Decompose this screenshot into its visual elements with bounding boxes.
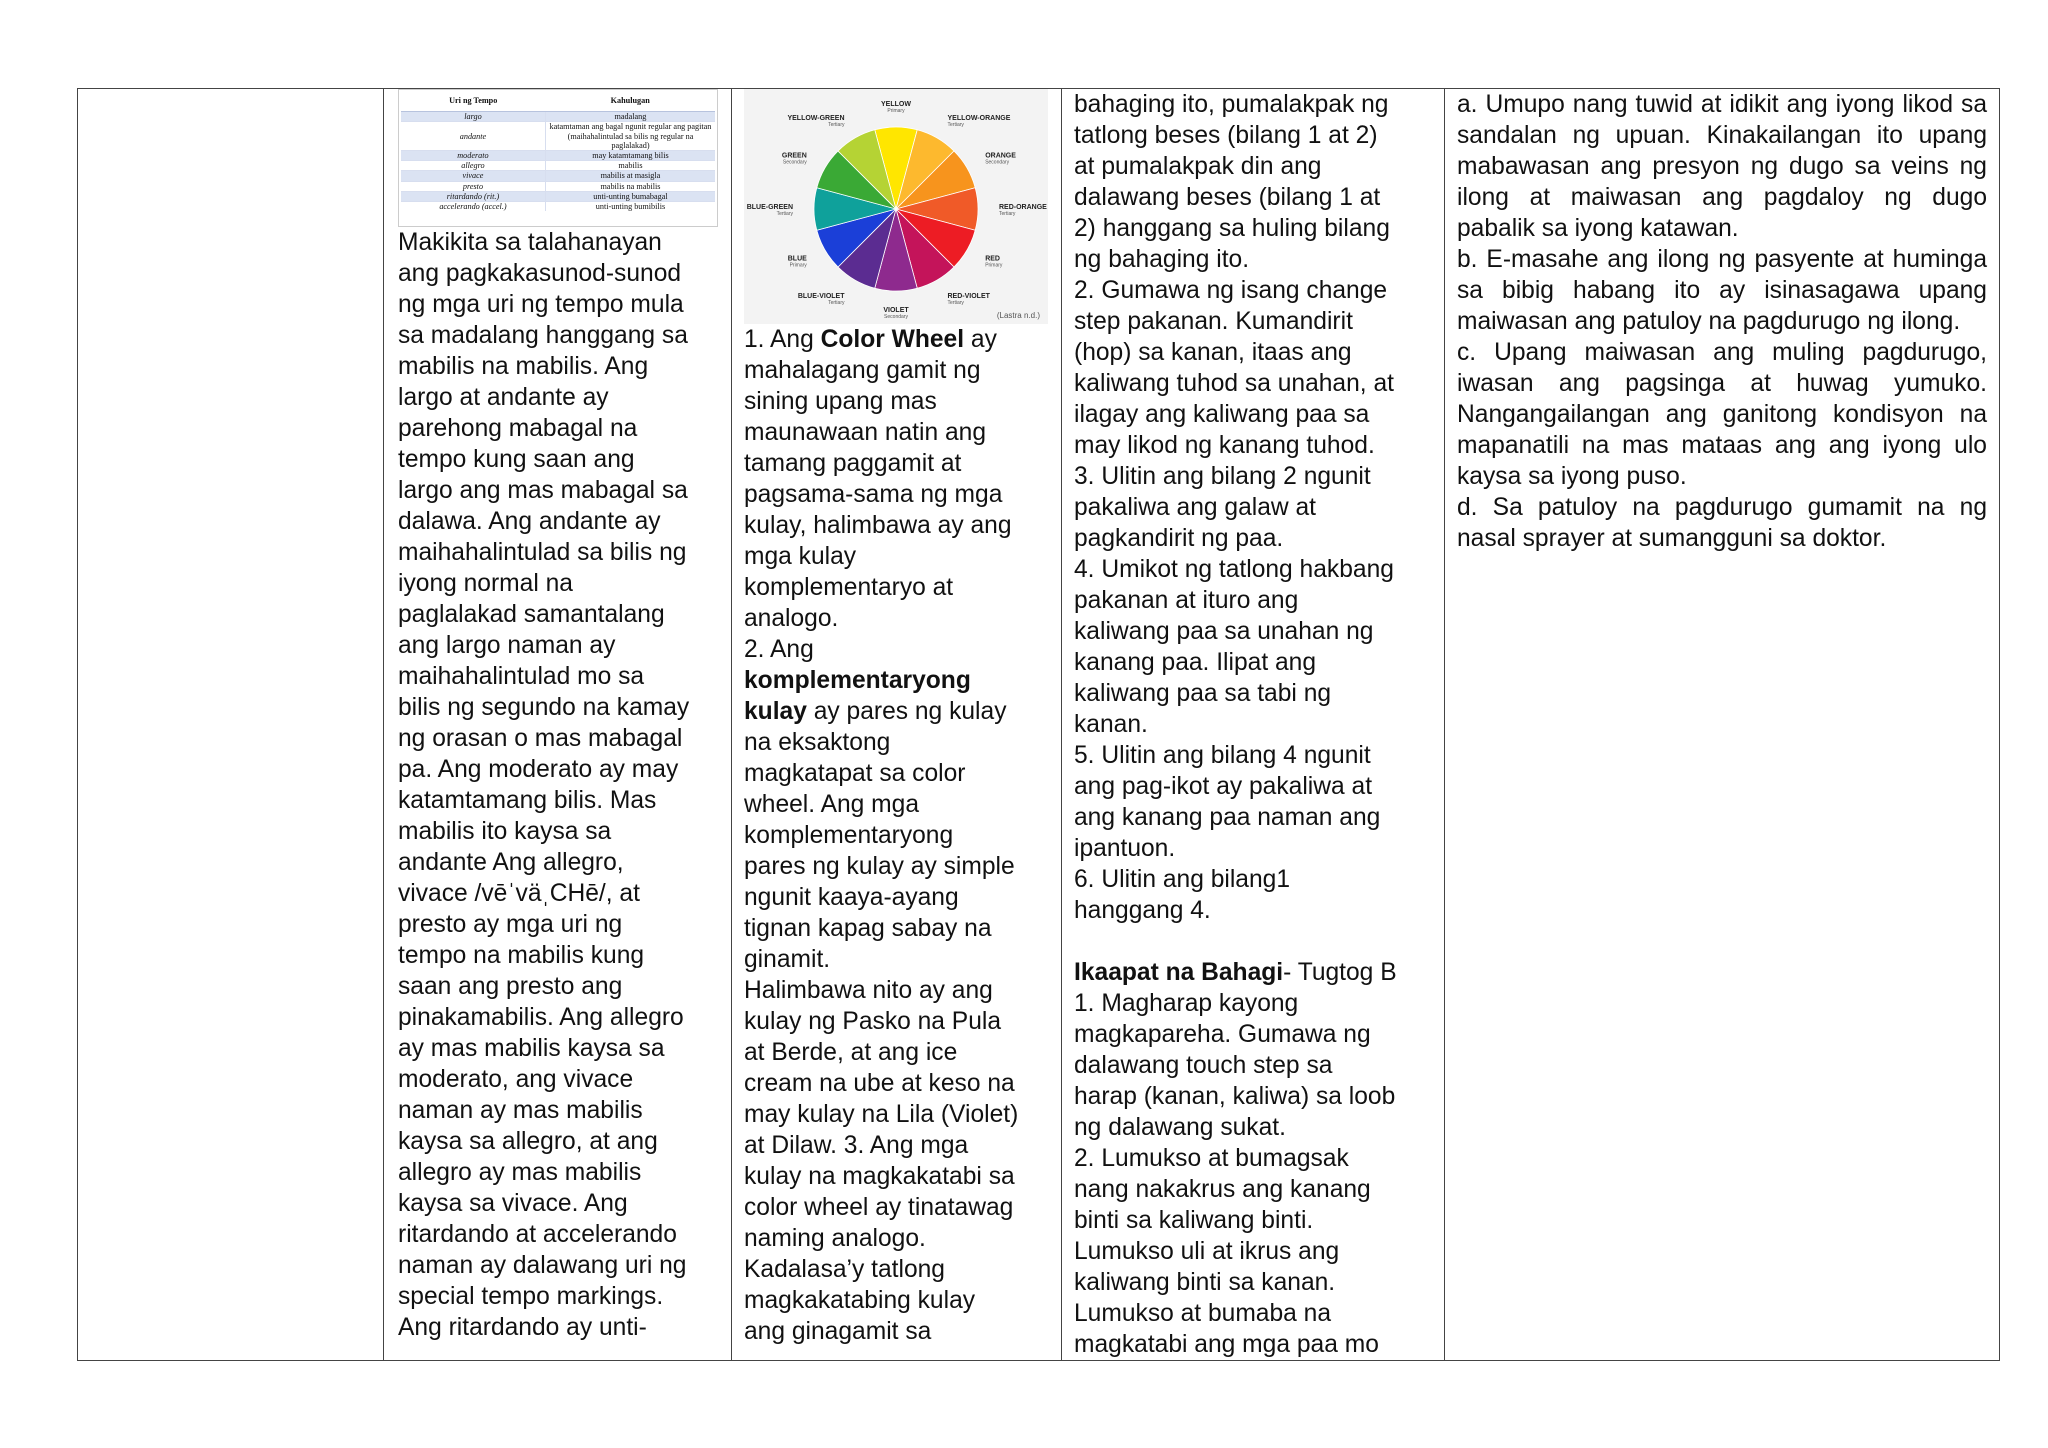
table-row <box>401 181 715 191</box>
wheel-label: BLUE-GREEN <box>746 204 793 211</box>
wheel-sublabel: Tertiary <box>828 300 845 307</box>
table-row <box>401 112 715 122</box>
wheel-label: YELLOW-GREEN <box>787 114 845 122</box>
tempo-term: accelerando (accel.) <box>401 202 545 212</box>
tempo-meaning: unti-unting bumabagal <box>545 191 715 201</box>
text-run: ay mahalagang gamit ng sining upang mas maunawaan natin ang tamang paggamit at pagsama-sama ng mga kulay, halimbawa ay ang mga kulay komplementaryo at analogo. 2. Ang <box>744 326 1012 663</box>
tempo-table-image <box>398 89 718 227</box>
wheel-sublabel: Secondary <box>782 159 807 166</box>
wheel-label: RED-VIOLET <box>947 293 990 301</box>
table-row <box>401 191 715 201</box>
table-row <box>401 202 715 212</box>
wheel-label: YELLOW-ORANGE <box>947 114 1011 122</box>
tempo-table <box>401 92 715 211</box>
wheel-sublabel: Tertiary <box>947 300 964 307</box>
tempo-term: andante <box>401 122 545 151</box>
list-item: c. Upang maiwasan ang muling pagdurugo, iwasan ang pagsinga at huwag yumuko. Nangangailangan ang ganitong kondisyon na mapanatili na mas mataas ang ang iyong ulo kaysa sa iyong puso. <box>1457 339 1987 490</box>
wheel-label: BLUE <box>787 255 807 263</box>
section-heading: Ikaapat na Bahagi <box>1074 959 1284 986</box>
tempo-term: vivace <box>401 171 545 181</box>
wheel-sublabel: Tertiary <box>776 211 793 217</box>
table-column-dance-steps <box>1061 89 1444 1360</box>
wheel-sublabel: Secondary <box>884 314 908 320</box>
tempo-term: presto <box>401 181 545 191</box>
wheel-label: RED-ORANGE <box>999 204 1047 211</box>
text-run: ay pares ng kulay na eksaktong magkatapat sa color wheel. Ang mga komplementaryong pares ng kulay ay simple ngunit kaaya-ayang tignan kapag sabay na ginamit. Halimbawa nito ay ang kulay ng Pasko na Pula at Berde, at ang ice cream na ube at keso na may kulay na Lila (Violet) at Dilaw. 3. Ang mga kulay na magkakatabi sa color wheel ay tinatawag naming analogo. Kadalasa’y tatlong magkakatabing kulay ang ginagamit sa <box>744 698 1019 1345</box>
wheel-label: VIOLET <box>883 307 909 314</box>
color-wheel-image <box>744 89 1048 324</box>
wheel-sublabel: Primary <box>887 108 905 114</box>
table-row <box>401 171 715 181</box>
tempo-term: ritardando (rit.) <box>401 191 545 201</box>
wheel-label: ORANGE <box>985 152 1016 160</box>
wheel-sublabel: Primary <box>985 262 1003 269</box>
text-run: 1. Magharap kayong magkapareha. Gumawa ng dalawang touch step sa harap (kanan, kaliwa) sa loob ng dalawang sukat. 2. Lumukso at bumagsak nang nakakrus ang kanang binti sa kaliwang binti. Lumukso uli at ikrus ang kaliwang binti sa kanan. Lumukso at bumaba na magkatabi ang mga paa mo <box>1074 990 1396 1358</box>
term-complementary: komplementaryong kulay <box>744 667 971 725</box>
table-column-tempo <box>383 89 731 1360</box>
list-item: a. Umupo nang tuwid at idikit ang iyong likod sa sandalan ng upuan. Kinakailangan ito upang mabawasan ang presyon ng dugo sa veins ng ilong at maiwasan ang pagdaloy ng dugo pabalik sa iyong katawan. <box>1457 91 1987 242</box>
list-item: b. E-masahe ang ilong ng pasyente at huminga sa bibig habang ito ay isinasagawa upang maiwasan ang patuloy na pagdurugo ng ilong. <box>1457 246 1987 335</box>
tempo-explanation: Makikita sa talahanayan ang pagkakasunod-sunod ng mga uri ng tempo mula sa madalang hanggang sa mabilis na mabilis. Ang largo at andante ay parehong mabagal na tempo kung saan ang largo ang mas mabagal sa dalawa. Ang andante ay maihahalintulad sa bilis ng iyong normal na paglalakad samantalang ang largo naman ay maihahalintulad mo sa bilis ng segundo na kamay ng orasan o mas mabagal pa. Ang moderato ay may katamtamang bilis. Mas mabilis ito kaysa sa andante Ang allegro, vivace /vēˈväˌCHē/, at presto ay mga uri ng tempo na mabilis kung saan ang presto ang pinakamabilis. Ang allegro ay mas mabilis kaysa sa moderato, ang vivace naman ay mas mabilis kaysa sa allegro, at ang allegro ay mas mabilis kaysa sa vivace. Ang ritardando at accelerando naman ay dalawang uri ng special tempo markings. Ang ritardando ay unti- <box>398 229 690 1341</box>
dance-steps-text <box>1062 89 1444 1360</box>
tempo-meaning: may katamtamang bilis <box>545 151 715 161</box>
table-row <box>401 161 715 171</box>
text-run: 1. Ang <box>744 326 821 353</box>
table-row <box>401 122 715 151</box>
tempo-meaning: katamtaman ang bagal ngunit regular ang pagitan (maihahalintulad sa bilis ng regular na paglalakad) <box>545 122 715 151</box>
tempo-term: moderato <box>401 151 545 161</box>
table-column-empty <box>78 89 383 1360</box>
wheel-sublabel: Secondary <box>985 159 1010 166</box>
wheel-label: BLUE-VIOLET <box>797 293 845 301</box>
color-wheel <box>744 89 1048 324</box>
tempo-meaning: unti-unting bumibilis <box>545 202 715 212</box>
wheel-sublabel: Primary <box>789 262 807 269</box>
tempo-header-meaning: Kahulugan <box>545 92 715 112</box>
tempo-meaning: mabilis na mabilis <box>545 181 715 191</box>
color-wheel-explanation <box>732 324 1061 1347</box>
wheel-sublabel: Tertiary <box>999 211 1016 217</box>
tempo-term: largo <box>401 112 545 122</box>
text-run: - Tugtog B <box>1283 959 1397 986</box>
text-run: bahaging ito, pumalakpak ng tatlong beses (bilang 1 at 2) at pumalakpak din ang dalawang beses (bilang 1 at 2) hanggang sa huling bilang ng bahaging ito. 2. Gumawa ng isang change step pakanan. Kumandirit (hop) sa kanan, itaas ang kaliwang tuhod sa unahan, at ilagay ang kaliwang paa sa may likod ng kanang tuhod. 3. Ulitin ang bilang 2 ngunit pakaliwa ang galaw at pagkandirit ng paa. 4. Umikot ng tatlong hakbang pakanan at ituro ang kaliwang paa sa unahan ng kanang paa. Ilipat ang kaliwang paa sa tabi ng kanan. 5. Ulitin ang bilang 4 ngunit ang pag-ikot ay pakaliwa at ang kanang paa naman ang ipantuon. 6. Ulitin ang bilang1 hanggang 4. <box>1074 91 1394 924</box>
tempo-header-type: Uri ng Tempo <box>401 92 545 112</box>
tempo-meaning: madalang <box>545 112 715 122</box>
list-item: d. Sa patuloy na pagdurugo gumamit na ng nasal sprayer at sumangguni sa doktor. <box>1457 494 1987 552</box>
wheel-caption: (Lastra n.d.) <box>996 311 1040 320</box>
wheel-sublabel: Tertiary <box>947 121 964 128</box>
table-row <box>401 151 715 161</box>
nosebleed-instructions <box>1445 89 1999 554</box>
table-column-color-wheel <box>731 89 1061 1360</box>
wheel-label: GREEN <box>781 152 807 160</box>
term-color-wheel: Color Wheel <box>820 326 965 353</box>
tempo-meaning: mabilis at masigla <box>545 171 715 181</box>
document-table <box>77 88 2000 1361</box>
wheel-sublabel: Tertiary <box>828 121 845 128</box>
wheel-label: RED <box>985 255 1000 263</box>
tempo-term: allegro <box>401 161 545 171</box>
table-column-nosebleed <box>1444 89 1999 1360</box>
tempo-meaning: mabilis <box>545 161 715 171</box>
wheel-label: YELLOW <box>881 101 911 108</box>
